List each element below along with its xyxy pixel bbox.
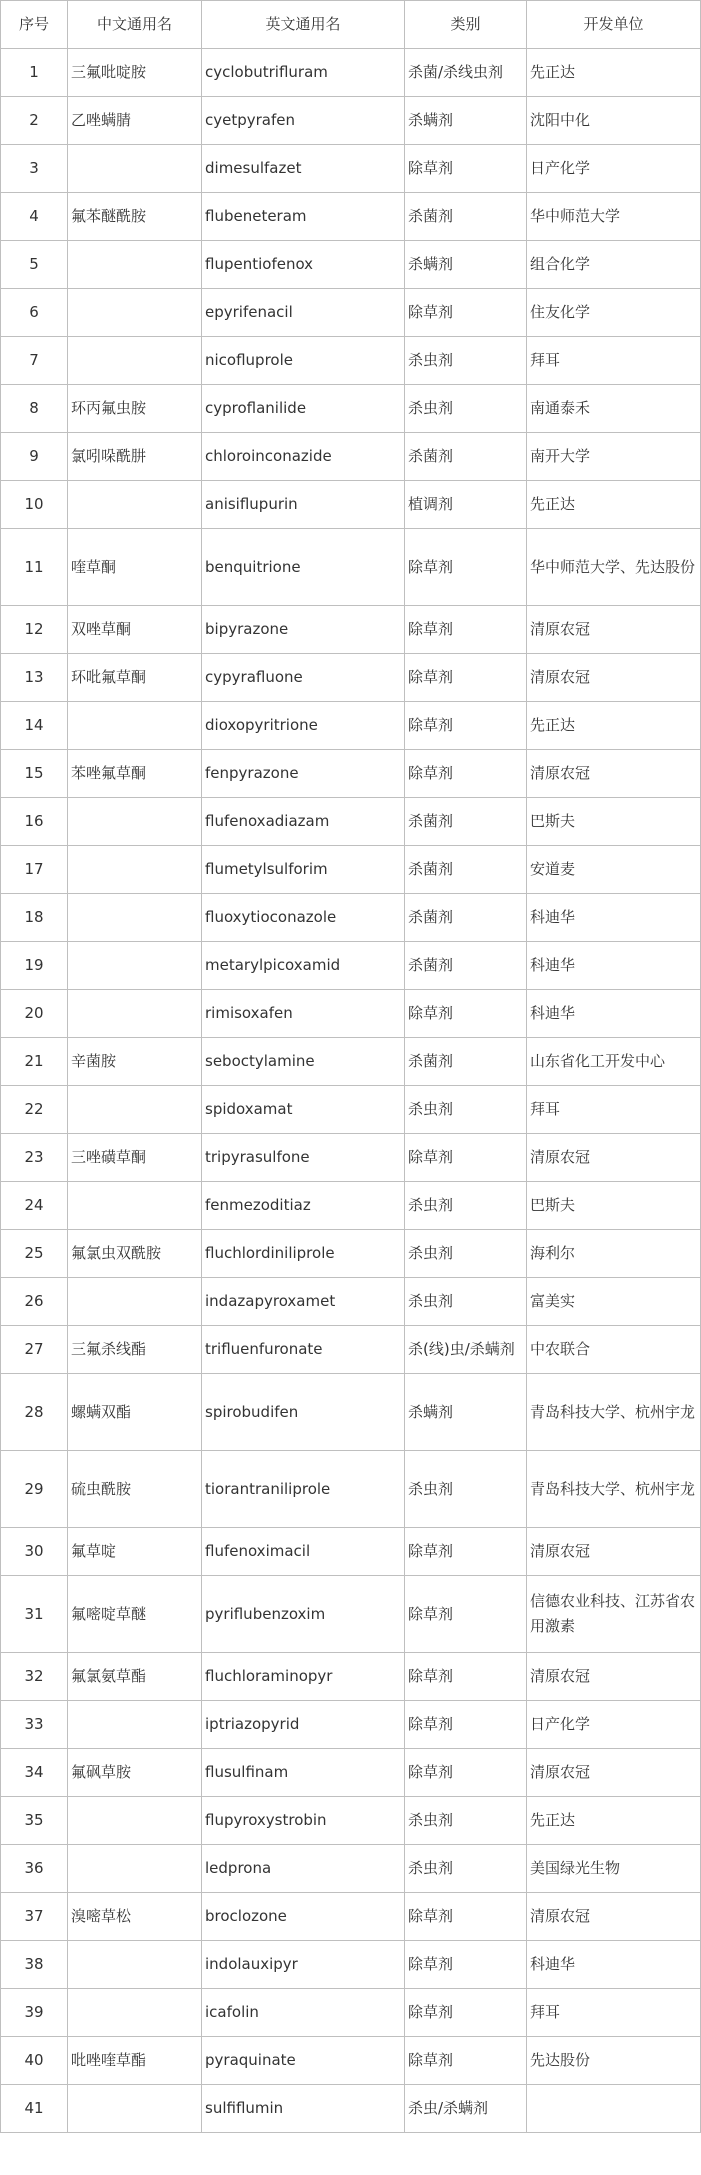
developer-cell: 沈阳中化 [527,97,701,145]
chinese-name-cell [68,1797,202,1845]
chinese-name-cell: 喹草酮 [68,529,202,606]
chinese-name-cell: 辛菌胺 [68,1038,202,1086]
category-cell: 除草剂 [405,990,527,1038]
serial-number-cell: 37 [1,1893,68,1941]
developer-cell: 海利尔 [527,1230,701,1278]
header-chinese-name: 中文通用名 [68,1,202,49]
chinese-name-cell [68,2085,202,2133]
english-name-cell: cyclobutrifluram [202,49,405,97]
developer-cell: 清原农冠 [527,606,701,654]
english-name-cell: dimesulfazet [202,145,405,193]
english-name-cell: broclozone [202,1893,405,1941]
table-row [1,1086,701,1134]
chinese-name-cell [68,702,202,750]
developer-cell: 日产化学 [527,1701,701,1749]
chinese-name-cell [68,1989,202,2037]
table-row [1,2085,701,2133]
english-name-cell: fenpyrazone [202,750,405,798]
category-cell: 杀菌剂 [405,193,527,241]
table-row [1,798,701,846]
table-row [1,750,701,798]
serial-number-cell: 32 [1,1653,68,1701]
category-cell: 杀菌剂 [405,1038,527,1086]
developer-cell: 华中师范大学 [527,193,701,241]
developer-cell: 美国绿光生物 [527,1845,701,1893]
table-row [1,1374,701,1451]
serial-number-cell: 13 [1,654,68,702]
chinese-name-cell: 溴嘧草松 [68,1893,202,1941]
table-row [1,49,701,97]
english-name-cell: spidoxamat [202,1086,405,1134]
developer-cell: 华中师范大学、先达股份 [527,529,701,606]
developer-cell: 山东省化工开发中心 [527,1038,701,1086]
serial-number-cell: 27 [1,1326,68,1374]
category-cell: 杀(线)虫/杀螨剂 [405,1326,527,1374]
table-row [1,193,701,241]
english-name-cell: indazapyroxamet [202,1278,405,1326]
serial-number-cell: 14 [1,702,68,750]
serial-number-cell: 4 [1,193,68,241]
developer-cell: 中农联合 [527,1326,701,1374]
category-cell: 杀螨剂 [405,97,527,145]
english-name-cell: nicofluprole [202,337,405,385]
chinese-name-cell: 三唑磺草酮 [68,1134,202,1182]
chinese-name-cell: 环吡氟草酮 [68,654,202,702]
developer-cell: 清原农冠 [527,1893,701,1941]
serial-number-cell: 17 [1,846,68,894]
table-row [1,1941,701,1989]
category-cell: 杀虫/杀螨剂 [405,2085,527,2133]
table-row [1,337,701,385]
header-category: 类别 [405,1,527,49]
category-cell: 除草剂 [405,1893,527,1941]
serial-number-cell: 6 [1,289,68,337]
serial-number-cell: 38 [1,1941,68,1989]
english-name-cell: tripyrasulfone [202,1134,405,1182]
developer-cell: 青岛科技大学、杭州宇龙 [527,1451,701,1528]
serial-number-cell: 16 [1,798,68,846]
developer-cell: 日产化学 [527,145,701,193]
category-cell: 杀虫剂 [405,1451,527,1528]
chinese-name-cell [68,894,202,942]
serial-number-cell: 8 [1,385,68,433]
table-row [1,481,701,529]
chinese-name-cell: 氟砜草胺 [68,1749,202,1797]
developer-cell: 青岛科技大学、杭州宇龙 [527,1374,701,1451]
serial-number-cell: 11 [1,529,68,606]
category-cell: 除草剂 [405,1576,527,1653]
category-cell: 杀虫剂 [405,1086,527,1134]
developer-cell: 科迪华 [527,942,701,990]
chinese-name-cell [68,1182,202,1230]
serial-number-cell: 33 [1,1701,68,1749]
developer-cell: 信德农业科技、江苏省农用激素 [527,1576,701,1653]
english-name-cell: bipyrazone [202,606,405,654]
chinese-name-cell: 乙唑螨腈 [68,97,202,145]
english-name-cell: sulfiflumin [202,2085,405,2133]
chinese-name-cell: 苯唑氟草酮 [68,750,202,798]
category-cell: 杀菌剂 [405,433,527,481]
serial-number-cell: 35 [1,1797,68,1845]
chinese-name-cell [68,1086,202,1134]
serial-number-cell: 3 [1,145,68,193]
developer-cell: 拜耳 [527,1086,701,1134]
table-row [1,990,701,1038]
category-cell: 杀螨剂 [405,241,527,289]
english-name-cell: pyriflubenzoxim [202,1576,405,1653]
table-row [1,1749,701,1797]
category-cell: 除草剂 [405,2037,527,2085]
english-name-cell: epyrifenacil [202,289,405,337]
english-name-cell: fluoxytioconazole [202,894,405,942]
table-row [1,529,701,606]
english-name-cell: fluchlordiniliprole [202,1230,405,1278]
chinese-name-cell: 氟草啶 [68,1528,202,1576]
chinese-name-cell: 氟苯醚酰胺 [68,193,202,241]
category-cell: 除草剂 [405,1749,527,1797]
chinese-name-cell: 硫虫酰胺 [68,1451,202,1528]
developer-cell: 巴斯夫 [527,1182,701,1230]
category-cell: 除草剂 [405,1941,527,1989]
category-cell: 杀虫剂 [405,1182,527,1230]
english-name-cell: cyproflanilide [202,385,405,433]
developer-cell: 先正达 [527,702,701,750]
developer-cell: 安道麦 [527,846,701,894]
table-body [1,49,701,2133]
english-name-cell: fenmezoditiaz [202,1182,405,1230]
english-name-cell: flufenoximacil [202,1528,405,1576]
developer-cell: 清原农冠 [527,750,701,798]
chinese-name-cell [68,798,202,846]
english-name-cell: cypyrafluone [202,654,405,702]
chinese-name-cell [68,1941,202,1989]
table-row [1,1528,701,1576]
header-serial-number: 序号 [1,1,68,49]
table-row [1,654,701,702]
english-name-cell: tiorantraniliprole [202,1451,405,1528]
developer-cell: 组合化学 [527,241,701,289]
serial-number-cell: 9 [1,433,68,481]
category-cell: 杀菌剂 [405,846,527,894]
category-cell: 除草剂 [405,702,527,750]
english-name-cell: indolauxipyr [202,1941,405,1989]
developer-cell: 富美实 [527,1278,701,1326]
table-row [1,1845,701,1893]
chinese-name-cell: 三氟吡啶胺 [68,49,202,97]
developer-cell: 住友化学 [527,289,701,337]
developer-cell: 清原农冠 [527,1528,701,1576]
category-cell: 杀虫剂 [405,1845,527,1893]
table-row [1,1653,701,1701]
english-name-cell: rimisoxafen [202,990,405,1038]
category-cell: 除草剂 [405,1989,527,2037]
serial-number-cell: 18 [1,894,68,942]
chinese-name-cell [68,337,202,385]
category-cell: 杀菌剂 [405,798,527,846]
serial-number-cell: 26 [1,1278,68,1326]
chinese-name-cell: 三氟杀线酯 [68,1326,202,1374]
serial-number-cell: 19 [1,942,68,990]
developer-cell: 科迪华 [527,894,701,942]
chinese-name-cell: 氟氯虫双酰胺 [68,1230,202,1278]
chinese-name-cell: 吡唑喹草酯 [68,2037,202,2085]
serial-number-cell: 23 [1,1134,68,1182]
developer-cell: 先正达 [527,481,701,529]
category-cell: 植调剂 [405,481,527,529]
developer-cell: 巴斯夫 [527,798,701,846]
header-english-name: 英文通用名 [202,1,405,49]
developer-cell: 先正达 [527,1797,701,1845]
table-row [1,2037,701,2085]
category-cell: 除草剂 [405,145,527,193]
chinese-name-cell [68,145,202,193]
chinese-name-cell [68,289,202,337]
english-name-cell: flufenoxadiazam [202,798,405,846]
table-row [1,942,701,990]
category-cell: 杀虫剂 [405,1278,527,1326]
developer-cell: 南开大学 [527,433,701,481]
serial-number-cell: 40 [1,2037,68,2085]
developer-cell: 清原农冠 [527,654,701,702]
serial-number-cell: 1 [1,49,68,97]
english-name-cell: seboctylamine [202,1038,405,1086]
table-row [1,894,701,942]
chinese-name-cell: 双唑草酮 [68,606,202,654]
table-row [1,1182,701,1230]
category-cell: 杀虫剂 [405,1797,527,1845]
category-cell: 除草剂 [405,654,527,702]
chinese-name-cell [68,942,202,990]
developer-cell: 科迪华 [527,990,701,1038]
table-row [1,1576,701,1653]
chinese-name-cell [68,846,202,894]
developer-cell [527,2085,701,2133]
chinese-name-cell: 氟氯氨草酯 [68,1653,202,1701]
english-name-cell: trifluenfuronate [202,1326,405,1374]
header-row [1,1,701,49]
chinese-name-cell [68,1278,202,1326]
english-name-cell: dioxopyritrione [202,702,405,750]
serial-number-cell: 41 [1,2085,68,2133]
developer-cell: 拜耳 [527,337,701,385]
table-row [1,1451,701,1528]
table-row [1,1989,701,2037]
serial-number-cell: 34 [1,1749,68,1797]
category-cell: 杀菌/杀线虫剂 [405,49,527,97]
table-row [1,1893,701,1941]
table-row [1,1134,701,1182]
chinese-name-cell: 氟嘧啶草醚 [68,1576,202,1653]
table-row [1,145,701,193]
category-cell: 除草剂 [405,289,527,337]
english-name-cell: flupentiofenox [202,241,405,289]
chinese-name-cell [68,990,202,1038]
table-row [1,433,701,481]
category-cell: 除草剂 [405,529,527,606]
english-name-cell: chloroinconazide [202,433,405,481]
category-cell: 杀虫剂 [405,337,527,385]
english-name-cell: ledprona [202,1845,405,1893]
category-cell: 杀螨剂 [405,1374,527,1451]
english-name-cell: flubeneteram [202,193,405,241]
chinese-name-cell [68,481,202,529]
category-cell: 杀菌剂 [405,894,527,942]
serial-number-cell: 15 [1,750,68,798]
table-row [1,1278,701,1326]
developer-cell: 科迪华 [527,1941,701,1989]
chinese-name-cell [68,1701,202,1749]
developer-cell: 南通泰禾 [527,385,701,433]
table-row [1,1326,701,1374]
chinese-name-cell [68,241,202,289]
chinese-name-cell: 环丙氟虫胺 [68,385,202,433]
serial-number-cell: 36 [1,1845,68,1893]
developer-cell: 先正达 [527,49,701,97]
english-name-cell: metarylpicoxamid [202,942,405,990]
developer-cell: 清原农冠 [527,1653,701,1701]
serial-number-cell: 30 [1,1528,68,1576]
chinese-name-cell: 螺螨双酯 [68,1374,202,1451]
table-row [1,702,701,750]
category-cell: 除草剂 [405,1701,527,1749]
serial-number-cell: 24 [1,1182,68,1230]
english-name-cell: flumetylsulforim [202,846,405,894]
table-row [1,385,701,433]
english-name-cell: anisiflupurin [202,481,405,529]
category-cell: 除草剂 [405,606,527,654]
developer-cell: 清原农冠 [527,1134,701,1182]
category-cell: 杀菌剂 [405,942,527,990]
serial-number-cell: 5 [1,241,68,289]
table-row [1,1797,701,1845]
serial-number-cell: 2 [1,97,68,145]
table-row [1,1701,701,1749]
table-row [1,1230,701,1278]
category-cell: 除草剂 [405,1653,527,1701]
developer-cell: 拜耳 [527,1989,701,2037]
category-cell: 杀虫剂 [405,385,527,433]
english-name-cell: icafolin [202,1989,405,2037]
category-cell: 除草剂 [405,1134,527,1182]
serial-number-cell: 12 [1,606,68,654]
english-name-cell: benquitrione [202,529,405,606]
table-row [1,289,701,337]
header-developer: 开发单位 [527,1,701,49]
english-name-cell: flupyroxystrobin [202,1797,405,1845]
developer-cell: 清原农冠 [527,1749,701,1797]
serial-number-cell: 29 [1,1451,68,1528]
serial-number-cell: 22 [1,1086,68,1134]
table-row [1,97,701,145]
category-cell: 除草剂 [405,1528,527,1576]
english-name-cell: cyetpyrafen [202,97,405,145]
english-name-cell: iptriazopyrid [202,1701,405,1749]
english-name-cell: spirobudifen [202,1374,405,1451]
chinese-name-cell [68,1845,202,1893]
serial-number-cell: 10 [1,481,68,529]
category-cell: 杀虫剂 [405,1230,527,1278]
english-name-cell: fluchloraminopyr [202,1653,405,1701]
table-row [1,241,701,289]
serial-number-cell: 25 [1,1230,68,1278]
english-name-cell: pyraquinate [202,2037,405,2085]
serial-number-cell: 31 [1,1576,68,1653]
serial-number-cell: 21 [1,1038,68,1086]
table-row [1,1038,701,1086]
table-row [1,846,701,894]
chinese-name-cell: 氯吲哚酰肼 [68,433,202,481]
serial-number-cell: 39 [1,1989,68,2037]
serial-number-cell: 28 [1,1374,68,1451]
category-cell: 除草剂 [405,750,527,798]
developer-cell: 先达股份 [527,2037,701,2085]
serial-number-cell: 20 [1,990,68,1038]
table-row [1,606,701,654]
english-name-cell: flusulfinam [202,1749,405,1797]
serial-number-cell: 7 [1,337,68,385]
